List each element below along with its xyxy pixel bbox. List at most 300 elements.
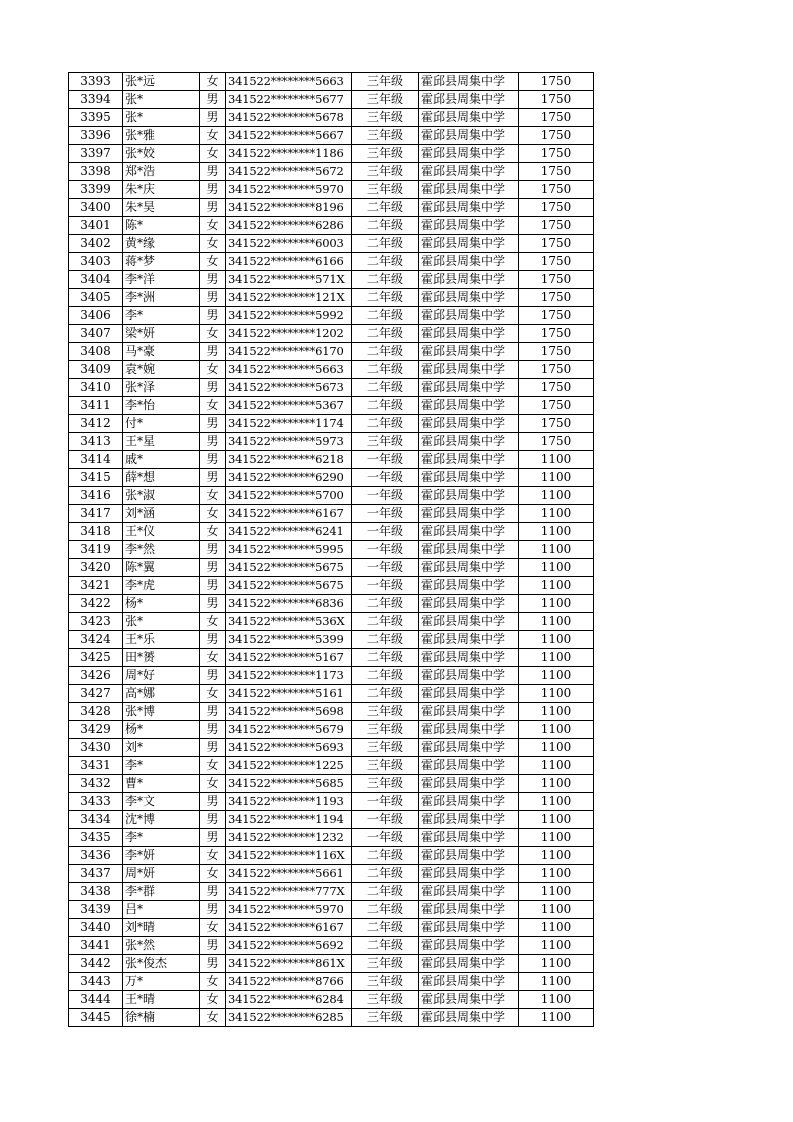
amount-cell: 1750: [519, 343, 594, 361]
row-number-cell: 3407: [69, 325, 123, 343]
school-cell: 霍邱县周集中学: [419, 505, 519, 523]
student-name-cell: 万*: [123, 973, 200, 991]
gender-cell: 男: [200, 343, 226, 361]
table-row: [69, 595, 594, 613]
id-number-cell: 341522********5698: [226, 703, 352, 721]
id-number-cell: 341522********6003: [226, 235, 352, 253]
amount-cell: 1100: [519, 901, 594, 919]
grade-cell: 一年级: [352, 559, 419, 577]
id-number-cell: 341522********6166: [226, 253, 352, 271]
gender-cell: 男: [200, 271, 226, 289]
row-number-cell: 3430: [69, 739, 123, 757]
school-cell: 霍邱县周集中学: [419, 127, 519, 145]
amount-cell: 1100: [519, 721, 594, 739]
row-number-cell: 3412: [69, 415, 123, 433]
row-number-cell: 3439: [69, 901, 123, 919]
school-cell: 霍邱县周集中学: [419, 73, 519, 91]
amount-cell: 1750: [519, 289, 594, 307]
amount-cell: 1100: [519, 523, 594, 541]
school-cell: 霍邱县周集中学: [419, 739, 519, 757]
student-name-cell: 沈*博: [123, 811, 200, 829]
row-number-cell: 3404: [69, 271, 123, 289]
table-row: [69, 163, 594, 181]
id-number-cell: 341522********5677: [226, 91, 352, 109]
row-number-cell: 3398: [69, 163, 123, 181]
gender-cell: 男: [200, 721, 226, 739]
row-number-cell: 3442: [69, 955, 123, 973]
table-row: [69, 577, 594, 595]
student-name-cell: 李*: [123, 757, 200, 775]
row-number-cell: 3425: [69, 649, 123, 667]
grade-cell: 二年级: [352, 199, 419, 217]
school-cell: 霍邱县周集中学: [419, 1009, 519, 1027]
grade-cell: 一年级: [352, 523, 419, 541]
row-number-cell: 3422: [69, 595, 123, 613]
school-cell: 霍邱县周集中学: [419, 559, 519, 577]
gender-cell: 女: [200, 865, 226, 883]
amount-cell: 1100: [519, 487, 594, 505]
row-number-cell: 3443: [69, 973, 123, 991]
table-row: [69, 847, 594, 865]
id-number-cell: 341522********5678: [226, 109, 352, 127]
table-row: [69, 703, 594, 721]
grade-cell: 二年级: [352, 847, 419, 865]
student-name-cell: 张*淑: [123, 487, 200, 505]
student-name-cell: 李*妍: [123, 847, 200, 865]
grade-cell: 一年级: [352, 811, 419, 829]
table-row: [69, 865, 594, 883]
table-row: [69, 829, 594, 847]
amount-cell: 1100: [519, 793, 594, 811]
grade-cell: 二年级: [352, 613, 419, 631]
grade-cell: 一年级: [352, 829, 419, 847]
gender-cell: 男: [200, 541, 226, 559]
id-number-cell: 341522********5673: [226, 379, 352, 397]
grade-cell: 三年级: [352, 721, 419, 739]
gender-cell: 男: [200, 559, 226, 577]
row-number-cell: 3400: [69, 199, 123, 217]
amount-cell: 1100: [519, 937, 594, 955]
id-number-cell: 341522********1193: [226, 793, 352, 811]
school-cell: 霍邱县周集中学: [419, 325, 519, 343]
student-name-cell: 郑*浩: [123, 163, 200, 181]
gender-cell: 男: [200, 91, 226, 109]
gender-cell: 女: [200, 649, 226, 667]
row-number-cell: 3420: [69, 559, 123, 577]
id-number-cell: 341522********571X: [226, 271, 352, 289]
row-number-cell: 3421: [69, 577, 123, 595]
table-row: [69, 109, 594, 127]
id-number-cell: 341522********6285: [226, 1009, 352, 1027]
grade-cell: 二年级: [352, 865, 419, 883]
amount-cell: 1750: [519, 415, 594, 433]
id-number-cell: 341522********5970: [226, 181, 352, 199]
amount-cell: 1750: [519, 181, 594, 199]
table-row: [69, 775, 594, 793]
student-name-cell: 付*: [123, 415, 200, 433]
student-name-cell: 张*姣: [123, 145, 200, 163]
table-row: [69, 289, 594, 307]
id-number-cell: 341522********5679: [226, 721, 352, 739]
amount-cell: 1750: [519, 271, 594, 289]
gender-cell: 男: [200, 667, 226, 685]
student-name-cell: 周*妍: [123, 865, 200, 883]
school-cell: 霍邱县周集中学: [419, 631, 519, 649]
amount-cell: 1750: [519, 433, 594, 451]
id-number-cell: 341522********5995: [226, 541, 352, 559]
table-row: [69, 487, 594, 505]
row-number-cell: 3410: [69, 379, 123, 397]
table-row: [69, 793, 594, 811]
row-number-cell: 3423: [69, 613, 123, 631]
table-row: [69, 271, 594, 289]
id-number-cell: 341522********5685: [226, 775, 352, 793]
gender-cell: 女: [200, 487, 226, 505]
grade-cell: 二年级: [352, 307, 419, 325]
grade-cell: 三年级: [352, 955, 419, 973]
row-number-cell: 3424: [69, 631, 123, 649]
student-name-cell: 张*俊杰: [123, 955, 200, 973]
table-row: [69, 1009, 594, 1027]
grade-cell: 二年级: [352, 325, 419, 343]
grade-cell: 一年级: [352, 793, 419, 811]
gender-cell: 男: [200, 703, 226, 721]
id-number-cell: 341522********6167: [226, 919, 352, 937]
id-number-cell: 341522********5675: [226, 559, 352, 577]
school-cell: 霍邱县周集中学: [419, 271, 519, 289]
table-row: [69, 199, 594, 217]
table-row: [69, 343, 594, 361]
gender-cell: 女: [200, 1009, 226, 1027]
grade-cell: 三年级: [352, 973, 419, 991]
student-name-cell: 王*晴: [123, 991, 200, 1009]
id-number-cell: 341522********777X: [226, 883, 352, 901]
table-row: [69, 667, 594, 685]
grade-cell: 三年级: [352, 757, 419, 775]
grade-cell: 二年级: [352, 271, 419, 289]
grade-cell: 三年级: [352, 127, 419, 145]
school-cell: 霍邱县周集中学: [419, 91, 519, 109]
school-cell: 霍邱县周集中学: [419, 433, 519, 451]
table-row: [69, 559, 594, 577]
id-number-cell: 341522********5692: [226, 937, 352, 955]
row-number-cell: 3401: [69, 217, 123, 235]
school-cell: 霍邱县周集中学: [419, 649, 519, 667]
id-number-cell: 341522********6241: [226, 523, 352, 541]
student-name-cell: 曹*: [123, 775, 200, 793]
student-name-cell: 李*怡: [123, 397, 200, 415]
gender-cell: 女: [200, 847, 226, 865]
student-name-cell: 薛*想: [123, 469, 200, 487]
school-cell: 霍邱县周集中学: [419, 703, 519, 721]
id-number-cell: 341522********6284: [226, 991, 352, 1009]
row-number-cell: 3445: [69, 1009, 123, 1027]
row-number-cell: 3403: [69, 253, 123, 271]
amount-cell: 1750: [519, 145, 594, 163]
grade-cell: 二年级: [352, 667, 419, 685]
row-number-cell: 3396: [69, 127, 123, 145]
school-cell: 霍邱县周集中学: [419, 847, 519, 865]
grade-cell: 一年级: [352, 469, 419, 487]
grade-cell: 二年级: [352, 901, 419, 919]
school-cell: 霍邱县周集中学: [419, 415, 519, 433]
row-number-cell: 3402: [69, 235, 123, 253]
amount-cell: 1750: [519, 109, 594, 127]
school-cell: 霍邱县周集中学: [419, 613, 519, 631]
table-row: [69, 73, 594, 91]
school-cell: 霍邱县周集中学: [419, 883, 519, 901]
table-row: [69, 361, 594, 379]
grade-cell: 一年级: [352, 505, 419, 523]
row-number-cell: 3437: [69, 865, 123, 883]
amount-cell: 1100: [519, 667, 594, 685]
gender-cell: 男: [200, 883, 226, 901]
row-number-cell: 3395: [69, 109, 123, 127]
grade-cell: 二年级: [352, 883, 419, 901]
id-number-cell: 341522********6290: [226, 469, 352, 487]
gender-cell: 女: [200, 397, 226, 415]
gender-cell: 男: [200, 199, 226, 217]
amount-cell: 1100: [519, 847, 594, 865]
grade-cell: 三年级: [352, 73, 419, 91]
school-cell: 霍邱县周集中学: [419, 109, 519, 127]
student-name-cell: 朱*昊: [123, 199, 200, 217]
school-cell: 霍邱县周集中学: [419, 235, 519, 253]
gender-cell: 男: [200, 901, 226, 919]
amount-cell: 1100: [519, 451, 594, 469]
id-number-cell: 341522********5367: [226, 397, 352, 415]
amount-cell: 1750: [519, 379, 594, 397]
school-cell: 霍邱县周集中学: [419, 793, 519, 811]
table-body: [69, 73, 594, 1027]
gender-cell: 男: [200, 163, 226, 181]
student-name-cell: 戚*: [123, 451, 200, 469]
grade-cell: 三年级: [352, 739, 419, 757]
table-row: [69, 415, 594, 433]
school-cell: 霍邱县周集中学: [419, 397, 519, 415]
row-number-cell: 3415: [69, 469, 123, 487]
student-name-cell: 张*泽: [123, 379, 200, 397]
student-name-cell: 蒋*梦: [123, 253, 200, 271]
table-row: [69, 955, 594, 973]
id-number-cell: 341522********121X: [226, 289, 352, 307]
grade-cell: 三年级: [352, 181, 419, 199]
gender-cell: 女: [200, 505, 226, 523]
id-number-cell: 341522********5663: [226, 361, 352, 379]
amount-cell: 1750: [519, 397, 594, 415]
amount-cell: 1100: [519, 829, 594, 847]
id-number-cell: 341522********6167: [226, 505, 352, 523]
grade-cell: 三年级: [352, 163, 419, 181]
table-row: [69, 523, 594, 541]
grade-cell: 二年级: [352, 595, 419, 613]
table-row: [69, 127, 594, 145]
gender-cell: 女: [200, 775, 226, 793]
table-row: [69, 505, 594, 523]
row-number-cell: 3393: [69, 73, 123, 91]
table-row: [69, 91, 594, 109]
grade-cell: 三年级: [352, 775, 419, 793]
school-cell: 霍邱县周集中学: [419, 811, 519, 829]
grade-cell: 二年级: [352, 937, 419, 955]
row-number-cell: 3429: [69, 721, 123, 739]
row-number-cell: 3405: [69, 289, 123, 307]
id-number-cell: 341522********5399: [226, 631, 352, 649]
amount-cell: 1100: [519, 631, 594, 649]
row-number-cell: 3440: [69, 919, 123, 937]
id-number-cell: 341522********1232: [226, 829, 352, 847]
school-cell: 霍邱县周集中学: [419, 757, 519, 775]
gender-cell: 男: [200, 289, 226, 307]
grade-cell: 二年级: [352, 253, 419, 271]
amount-cell: 1750: [519, 127, 594, 145]
amount-cell: 1750: [519, 91, 594, 109]
table-row: [69, 235, 594, 253]
grade-cell: 三年级: [352, 703, 419, 721]
table-row: [69, 973, 594, 991]
id-number-cell: 341522********1225: [226, 757, 352, 775]
table-row: [69, 811, 594, 829]
row-number-cell: 3427: [69, 685, 123, 703]
row-number-cell: 3441: [69, 937, 123, 955]
student-name-cell: 陈*: [123, 217, 200, 235]
school-cell: 霍邱县周集中学: [419, 487, 519, 505]
id-number-cell: 341522********5973: [226, 433, 352, 451]
row-number-cell: 3406: [69, 307, 123, 325]
amount-cell: 1100: [519, 919, 594, 937]
gender-cell: 男: [200, 577, 226, 595]
student-name-cell: 李*文: [123, 793, 200, 811]
row-number-cell: 3409: [69, 361, 123, 379]
id-number-cell: 341522********5700: [226, 487, 352, 505]
student-name-cell: 黄*缘: [123, 235, 200, 253]
amount-cell: 1100: [519, 739, 594, 757]
row-number-cell: 3411: [69, 397, 123, 415]
school-cell: 霍邱县周集中学: [419, 775, 519, 793]
table-row: [69, 145, 594, 163]
amount-cell: 1750: [519, 163, 594, 181]
student-name-cell: 李*然: [123, 541, 200, 559]
school-cell: 霍邱县周集中学: [419, 865, 519, 883]
student-name-cell: 袁*婉: [123, 361, 200, 379]
grade-cell: 二年级: [352, 649, 419, 667]
student-name-cell: 杨*: [123, 595, 200, 613]
gender-cell: 男: [200, 433, 226, 451]
student-name-cell: 吕*: [123, 901, 200, 919]
table-row: [69, 433, 594, 451]
gender-cell: 男: [200, 109, 226, 127]
id-number-cell: 341522********1186: [226, 145, 352, 163]
table-row: [69, 757, 594, 775]
gender-cell: 男: [200, 181, 226, 199]
school-cell: 霍邱县周集中学: [419, 667, 519, 685]
amount-cell: 1100: [519, 577, 594, 595]
student-name-cell: 周*好: [123, 667, 200, 685]
school-cell: 霍邱县周集中学: [419, 937, 519, 955]
grade-cell: 一年级: [352, 451, 419, 469]
row-number-cell: 3413: [69, 433, 123, 451]
school-cell: 霍邱县周集中学: [419, 307, 519, 325]
id-number-cell: 341522********1174: [226, 415, 352, 433]
table-row: [69, 253, 594, 271]
student-name-cell: 王*仪: [123, 523, 200, 541]
student-name-cell: 张*然: [123, 937, 200, 955]
student-name-cell: 田*赟: [123, 649, 200, 667]
school-cell: 霍邱县周集中学: [419, 469, 519, 487]
amount-cell: 1750: [519, 325, 594, 343]
school-cell: 霍邱县周集中学: [419, 451, 519, 469]
id-number-cell: 341522********6286: [226, 217, 352, 235]
table-row: [69, 721, 594, 739]
id-number-cell: 341522********6218: [226, 451, 352, 469]
table-row: [69, 883, 594, 901]
amount-cell: 1750: [519, 235, 594, 253]
school-cell: 霍邱县周集中学: [419, 343, 519, 361]
school-cell: 霍邱县周集中学: [419, 577, 519, 595]
grade-cell: 二年级: [352, 235, 419, 253]
student-name-cell: 陈*翼: [123, 559, 200, 577]
school-cell: 霍邱县周集中学: [419, 721, 519, 739]
id-number-cell: 341522********6170: [226, 343, 352, 361]
amount-cell: 1750: [519, 73, 594, 91]
student-name-cell: 张*: [123, 109, 200, 127]
table-row: [69, 739, 594, 757]
gender-cell: 女: [200, 613, 226, 631]
school-cell: 霍邱县周集中学: [419, 595, 519, 613]
amount-cell: 1100: [519, 775, 594, 793]
school-cell: 霍邱县周集中学: [419, 973, 519, 991]
student-name-cell: 马*豪: [123, 343, 200, 361]
row-number-cell: 3432: [69, 775, 123, 793]
school-cell: 霍邱县周集中学: [419, 955, 519, 973]
row-number-cell: 3414: [69, 451, 123, 469]
grade-cell: 一年级: [352, 577, 419, 595]
student-name-cell: 李*洋: [123, 271, 200, 289]
school-cell: 霍邱县周集中学: [419, 289, 519, 307]
student-name-cell: 梁*妍: [123, 325, 200, 343]
gender-cell: 女: [200, 253, 226, 271]
row-number-cell: 3417: [69, 505, 123, 523]
student-name-cell: 张*: [123, 613, 200, 631]
gender-cell: 女: [200, 757, 226, 775]
amount-cell: 1100: [519, 973, 594, 991]
table-row: [69, 937, 594, 955]
id-number-cell: 341522********861X: [226, 955, 352, 973]
student-aid-table: [68, 72, 594, 1027]
table-row: [69, 451, 594, 469]
table-row: [69, 901, 594, 919]
grade-cell: 二年级: [352, 919, 419, 937]
school-cell: 霍邱县周集中学: [419, 145, 519, 163]
amount-cell: 1750: [519, 199, 594, 217]
id-number-cell: 341522********6836: [226, 595, 352, 613]
school-cell: 霍邱县周集中学: [419, 901, 519, 919]
student-name-cell: 刘*晴: [123, 919, 200, 937]
gender-cell: 男: [200, 379, 226, 397]
amount-cell: 1100: [519, 811, 594, 829]
id-number-cell: 341522********1173: [226, 667, 352, 685]
row-number-cell: 3419: [69, 541, 123, 559]
row-number-cell: 3426: [69, 667, 123, 685]
id-number-cell: 341522********5661: [226, 865, 352, 883]
table-row: [69, 613, 594, 631]
grade-cell: 三年级: [352, 433, 419, 451]
gender-cell: 女: [200, 973, 226, 991]
id-number-cell: 341522********5970: [226, 901, 352, 919]
row-number-cell: 3444: [69, 991, 123, 1009]
id-number-cell: 341522********536X: [226, 613, 352, 631]
student-name-cell: 王*乐: [123, 631, 200, 649]
